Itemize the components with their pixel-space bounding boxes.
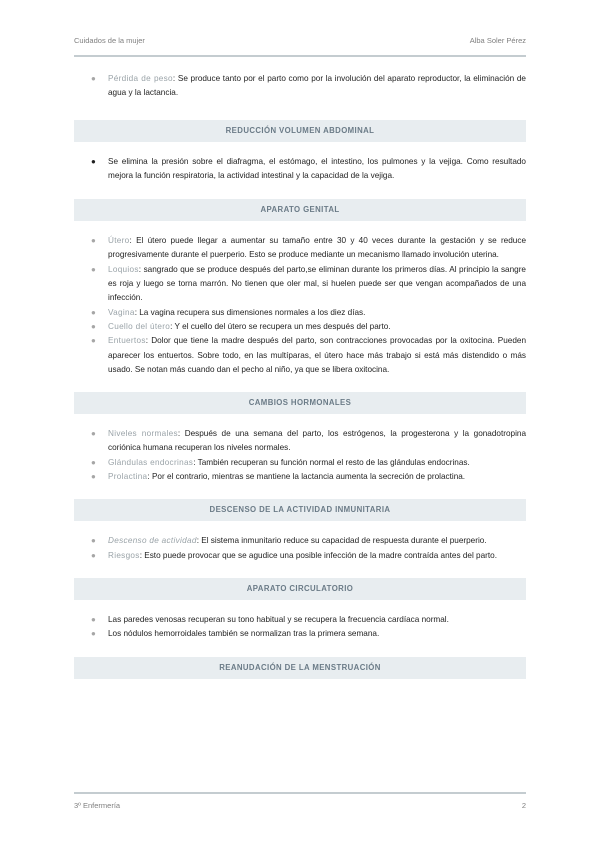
bullet-icon: ● — [91, 264, 96, 274]
item-term: Entuertos — [108, 336, 146, 346]
item-term: Descenso de actividad — [108, 536, 197, 546]
bullet-icon: ● — [91, 307, 96, 317]
list-item — [74, 534, 526, 548]
section-list — [74, 234, 526, 377]
bullet-icon: ● — [91, 321, 96, 331]
list-item — [74, 549, 526, 563]
section-list — [74, 534, 526, 563]
item-text: : También recuperan su función normal el resto de las glándulas endocrinas. — [193, 457, 470, 467]
item-text: : La vagina recupera sus dimensiones normales a los diez días. — [134, 307, 366, 317]
item-term: Niveles normales — [108, 429, 178, 439]
list-item — [74, 427, 526, 456]
section-heading: REANUDACIÓN DE LA MENSTRUACIÓN — [74, 657, 526, 679]
intro-list — [74, 72, 526, 101]
header-subject: Cuidados de la mujer — [74, 36, 145, 45]
item-text: Se elimina la presión sobre el diafragma, el estómago, el intestino, los pulmones y la vejiga. Como resultado mejora la función respiratoria, la actividad intestinal y la capacidad de la vejiga. — [108, 156, 526, 180]
bullet-icon: ● — [91, 236, 96, 246]
page-header — [74, 36, 526, 50]
item-text: : Después de una semana del parto, los estrógenos, la progesterona y la gonadotropina coriónica humana recuperan los niveles normales. — [108, 429, 526, 453]
section-list — [74, 613, 526, 642]
section-heading: DESCENSO DE LA ACTIVIDAD INMUNITARIA — [74, 499, 526, 521]
item-text: : sangrado que se produce después del parto,se eliminan durante los primeros días. Al principio la sangre es roja y luego se torna marrón. No tienen que oler mal, si huelen puede ser que vengan acompañados de una infección. — [108, 264, 526, 303]
item-term: Glándulas endocrinas — [108, 457, 194, 467]
bullet-icon: ● — [91, 550, 96, 560]
list-item — [74, 320, 526, 334]
list-item — [74, 627, 526, 641]
item-text: : Dolor que tiene la madre después del parto, son contracciones provocadas por la oxitocina. Pueden aparecer los entuertos. Sobre todo, en las multíparas, el útero hace más trabajo si está más distendido o más usado. Se notan más cuando dan el pecho al niño, ya que se libera oxitocina. — [108, 336, 526, 374]
bullet-icon: ● — [91, 457, 96, 467]
item-text: : El útero puede llegar a aumentar su tamaño entre 30 y 40 veces durante la gestación y se reduce progresivamente durante el puerperio. Esto se produce mediante un mecanismo llamado involución uterina. — [108, 236, 526, 260]
item-text: : Esto puede provocar que se agudice una posible infección de la madre contraída antes del parto. — [139, 550, 497, 560]
item-text: : Y el cuello del útero se recupera un mes después del parto. — [170, 321, 391, 331]
item-text: Los nódulos hemorroidales también se normalizan tras la primera semana. — [108, 629, 380, 639]
section-list — [74, 155, 526, 184]
section-list — [74, 427, 526, 484]
bullet-icon: ● — [91, 336, 96, 346]
section-heading: APARATO GENITAL — [74, 199, 526, 221]
page-number: 2 — [521, 801, 526, 810]
list-item — [74, 470, 526, 484]
bullet-icon: ● — [91, 536, 96, 546]
list-item — [74, 263, 526, 306]
item-text: : El sistema inmunitario reduce su capacidad de respuesta durante el puerperio. — [196, 536, 487, 546]
footer-divider — [74, 792, 526, 794]
item-term: Vagina — [108, 307, 135, 317]
header-author: Alba Soler Pérez — [469, 36, 526, 45]
list-item — [74, 613, 526, 627]
bullet-icon: ● — [91, 472, 96, 482]
footer-course: 3º Enfermería — [74, 801, 121, 810]
list-item — [74, 306, 526, 320]
list-item — [74, 72, 526, 101]
bullet-icon: ● — [91, 74, 96, 83]
list-item — [74, 155, 526, 184]
bullet-icon: ● — [91, 429, 96, 439]
list-item — [74, 234, 526, 263]
bullet-icon: ● — [91, 629, 96, 639]
item-text: Las paredes venosas recuperan su tono habitual y se recupera la frecuencia cardíaca normal. — [108, 614, 449, 624]
list-item — [74, 456, 526, 470]
section-heading: REDUCCIÓN VOLUMEN ABDOMINAL — [74, 120, 526, 142]
section-heading: CAMBIOS HORMONALES — [74, 392, 526, 414]
item-term: Pérdida de peso — [108, 74, 173, 83]
item-text: : Por el contrario, mientras se mantiene la lactancia aumenta la secreción de prolactina. — [147, 472, 466, 482]
item-term: Riesgos — [108, 550, 140, 560]
bullet-icon: ● — [91, 156, 96, 166]
item-term: Prolactina — [108, 472, 148, 482]
list-item — [74, 334, 526, 377]
item-term: Loquios — [108, 264, 139, 274]
item-text: : Se produce tanto por el parto como por la involución del aparato reproductor, la eliminación de agua y la lactancia. — [108, 74, 526, 98]
header-divider — [74, 55, 526, 57]
item-term: Útero — [108, 236, 130, 246]
page-content — [74, 70, 526, 679]
bullet-icon: ● — [91, 614, 96, 624]
section-heading: APARATO CIRCULATORIO — [74, 578, 526, 600]
item-term: Cuello del útero — [108, 321, 171, 331]
